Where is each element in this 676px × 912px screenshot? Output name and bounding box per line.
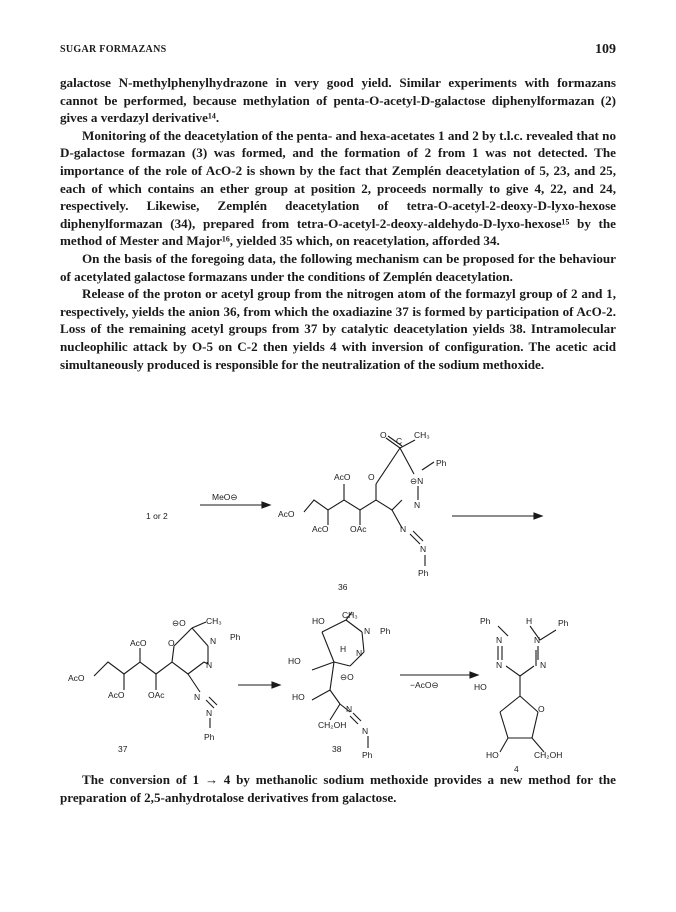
atom-label: AcO (312, 524, 329, 534)
compound-label: 4 (514, 764, 519, 774)
running-head: SUGAR FORMAZANS (60, 44, 167, 55)
atom-label: OAc (350, 524, 367, 534)
atom-label: N (496, 660, 503, 670)
atom-label: O (380, 430, 387, 440)
atom-label: N (420, 544, 427, 554)
atom-label: N (400, 524, 407, 534)
paragraph: galactose N-methylphenylhydrazone in very good yield. Similar experiments with formazans cannot be performed, because methylation of penta-O-acetyl-D-galactose diphenylformazan (2) gives a verdazyl derivative¹⁴. (60, 75, 616, 126)
atom-label: ⊖O (172, 618, 186, 628)
atom-label: Ph (204, 732, 215, 742)
atom-label: N (540, 660, 547, 670)
atom-label: O (168, 638, 175, 648)
atom-label: Ph (380, 626, 391, 636)
atom-label: Ph (230, 632, 241, 642)
compound-label: 36 (338, 582, 348, 592)
paragraph: The conversion of 1 → 4 by methanolic sodium methoxide provides a new method for the preparation of 2,5-anhydrotalose derivatives from galactose. (60, 772, 616, 805)
atom-label: N (210, 636, 217, 646)
loss-label: −AcO⊖ (410, 680, 439, 690)
atom-label: N (356, 648, 363, 658)
atom-label: HO (486, 750, 499, 760)
atom-label: HO (312, 616, 325, 626)
atom-label: N (364, 626, 371, 636)
atom-label: HO (288, 656, 301, 666)
atom-label: AcO (68, 673, 85, 683)
atom-label: Ph (418, 568, 429, 578)
atom-label: CH₃ (342, 610, 358, 620)
atom-label: O (538, 704, 545, 714)
page-number: 109 (595, 42, 616, 57)
atom-label: N (534, 635, 541, 645)
atom-label: AcO (334, 472, 351, 482)
reactant-label: 1 or 2 (146, 511, 168, 521)
atom-label: N (414, 500, 421, 510)
atom-label: ⊖N (410, 476, 424, 486)
atom-label: H (526, 616, 533, 626)
atom-label: CH₃ (414, 430, 430, 440)
paragraph: Monitoring of the deacetylation of the penta- and hexa-acetates 1 and 2 by t.l.c. revealed that no D-galactose formazan (3) was formed, and the formation of 2 from 1 was not detected. The importance of the role of AcO-2 is shown by the fact that Zemplén deacetylation of 5, 23, and 25, each of which contains an ether group at position 2, proceeds normally to give 4, 22, and 24, respectively. Likewise, Zemplén deacetylation of tetra-O-acetyl-2-deoxy-D-lyxo-hexose diphenylformazan (34), prepared from tetra-O-acetyl-2-deoxy-aldehydo-D-lyxo-hexose¹⁵ by the method of Mester and Major¹⁶, yielded 35 which, on reacetylation, afforded 34. (60, 127, 617, 249)
atom-label: Ph (436, 458, 447, 468)
atom-label: ⊖O (340, 672, 354, 682)
paragraph: Release of the proton or acetyl group from the nitrogen atom of the formazyl group of 2 and 1, respectively, yields the anion 36, from which the oxadiazine 37 is formed by participation of AcO-2. Loss of the remaining acetyl groups from 37 by catalytic deacetylation yields 38. Intramolecular nucleophilic attack by O-5 on C-2 then yields 4 with inversion of configuration. The acetic acid simultaneously produced is responsible for the neutralization of the sodium methoxide. (60, 286, 616, 372)
atom-label: Ph (480, 616, 491, 626)
atom-label: AcO (278, 509, 295, 519)
atom-label: N (206, 660, 213, 670)
atom-label: N (346, 704, 353, 714)
atom-label: HO (474, 682, 487, 692)
reagent-label: MeO⊖ (212, 492, 238, 502)
atom-label: N (496, 635, 503, 645)
atom-label: N (194, 692, 201, 702)
atom-label: CH₂OH (534, 750, 563, 760)
atom-label: OAc (148, 690, 165, 700)
compound-label: 37 (118, 744, 128, 754)
atom-label: AcO (108, 690, 125, 700)
atom-label: CH₂OH (318, 720, 347, 730)
atom-label: Ph (558, 618, 569, 628)
paragraph: On the basis of the foregoing data, the following mechanism can be proposed for the behaviour of acetylated galactose formazans under the conditions of Zemplén deacetylation. (60, 250, 616, 284)
atom-label: C (396, 436, 403, 446)
atom-label: O (368, 472, 375, 482)
closing-text (60, 771, 616, 806)
atom-label: H (340, 644, 347, 654)
compound-label: 38 (332, 744, 342, 754)
atom-label: AcO (130, 638, 147, 648)
atom-label: CH₃ (206, 616, 222, 626)
atom-label: N (362, 726, 369, 736)
atom-label: Ph (362, 750, 373, 760)
atom-label: N (206, 708, 213, 718)
atom-label: HO (292, 692, 305, 702)
